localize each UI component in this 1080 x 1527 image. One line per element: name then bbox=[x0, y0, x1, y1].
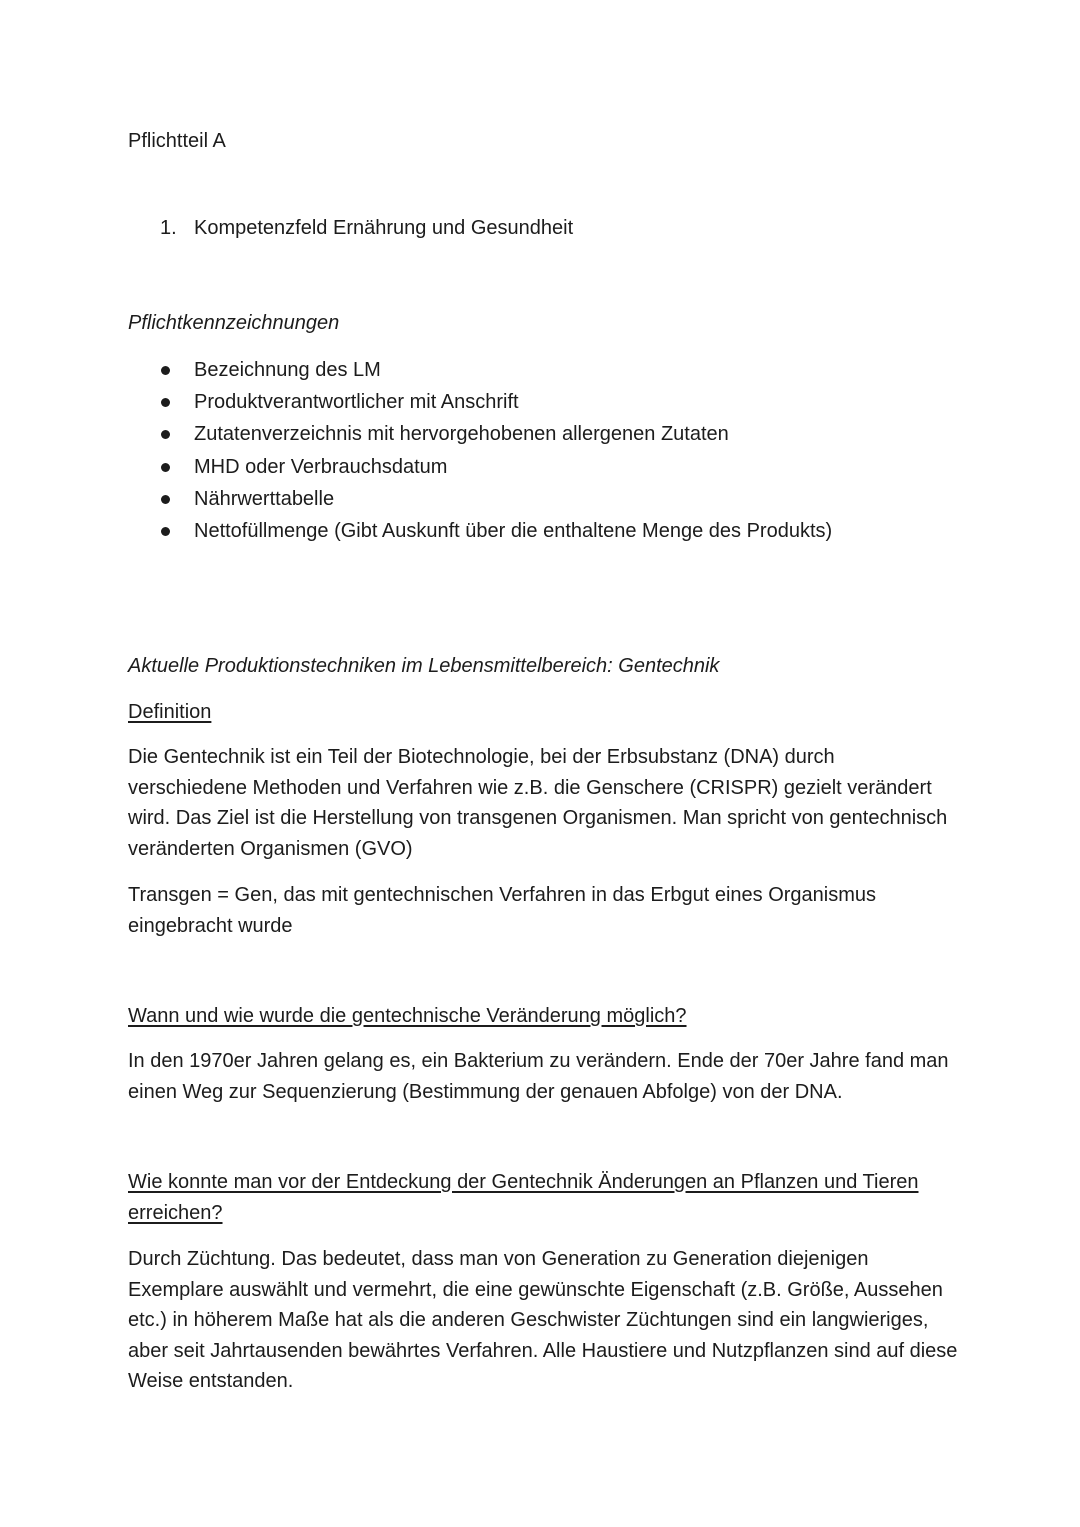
list-number: 1. bbox=[160, 217, 177, 239]
answer-paragraph: Durch Züchtung. Das bedeutet, dass man von Generation zu Generation diejenigen Exemplare auswählt und vermehrt, die eine gewünschte Eigenschaft (z.B. Größe, Aussehen etc.) in höherem Maße hat als die anderen Geschwister Züchtungen sind ein langwieriges, aber seit Jahrtausenden bewährtes Verfahren. Alle Haustiere und Nutzpflanzen sind auf diese Weise entstanden. bbox=[128, 1248, 958, 1392]
labeling-list bbox=[128, 354, 958, 547]
bullet-icon bbox=[161, 398, 170, 407]
list-item: Bezeichnung des LM bbox=[128, 354, 958, 386]
list-item: Nährwerttabelle bbox=[128, 483, 958, 515]
page-heading: Pflichtteil A bbox=[128, 130, 226, 152]
bullet-icon bbox=[161, 366, 170, 375]
transgen-paragraph: Transgen = Gen, das mit gentechnischen Verfahren in das Erbgut eines Organismus eingebracht wurde bbox=[128, 884, 877, 937]
list-item: Produktverantwortlicher mit Anschrift bbox=[128, 386, 958, 418]
list-item: Zutatenverzeichnis mit hervorgehobenen allergenen Zutaten bbox=[128, 418, 958, 450]
question-heading: Wann und wie wurde die gentechnische Veränderung möglich? bbox=[128, 1005, 687, 1027]
labeling-title: Pflichtkennzeichnungen bbox=[128, 312, 340, 334]
list-item: Nettofüllmenge (Gibt Auskunft über die enthaltene Menge des Produkts) bbox=[128, 515, 958, 547]
bullet-icon bbox=[161, 527, 170, 536]
bullet-icon bbox=[161, 430, 170, 439]
bullet-icon bbox=[161, 463, 170, 472]
definition-paragraph: Die Gentechnik ist ein Teil der Biotechnologie, bei der Erbsubstanz (DNA) durch verschiedene Methoden und Verfahren wie z.B. die Genschere (CRISPR) gezielt verändert wird. Das Ziel ist die Herstellung von transgenen Organismen. Man spricht von gentechnisch veränderten Organismen (GVO) bbox=[128, 746, 948, 860]
list-item: MHD oder Verbrauchsdatum bbox=[128, 451, 958, 483]
question-heading: Wie konnte man vor der Entdeckung der Gentechnik Änderungen an Pflanzen und Tieren erreichen? bbox=[128, 1171, 919, 1224]
list-item-text: Kompetenzfeld Ernährung und Gesundheit bbox=[194, 217, 574, 239]
section-title: Aktuelle Produktionstechniken im Lebensmittelbereich: Gentechnik bbox=[128, 655, 720, 677]
answer-paragraph: In den 1970er Jahren gelang es, ein Bakterium zu verändern. Ende der 70er Jahre fand man einen Weg zur Sequenzierung (Bestimmung der genauen Abfolge) von der DNA. bbox=[128, 1050, 949, 1103]
definition-heading: Definition bbox=[128, 701, 212, 723]
bullet-icon bbox=[161, 495, 170, 504]
